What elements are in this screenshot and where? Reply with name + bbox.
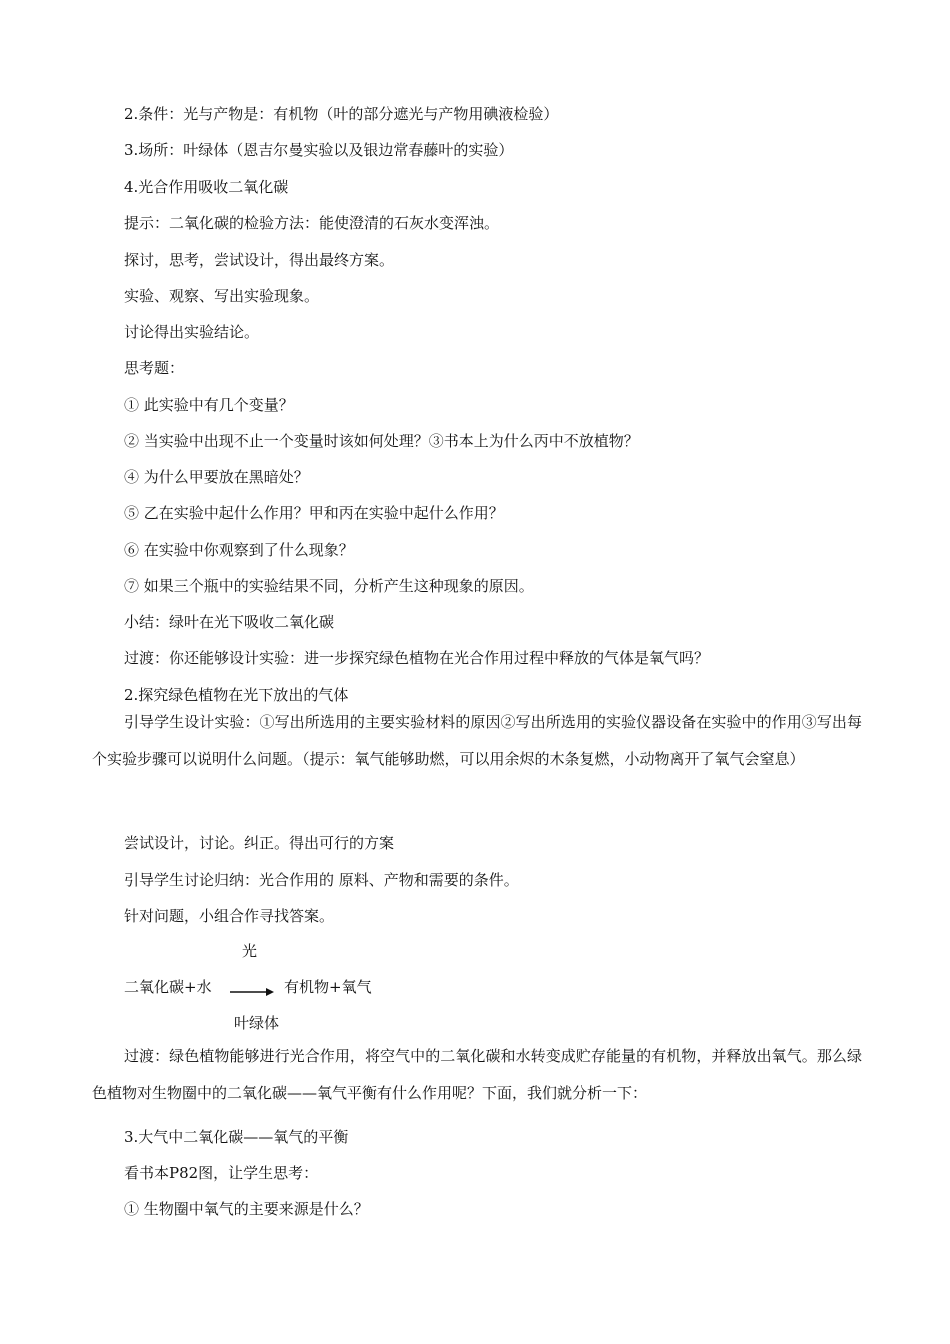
question-item-4: ④ 为什么甲要放在黑暗处？ — [124, 468, 309, 486]
text-line-hint: 提示：二氧化碳的检验方法：能使澄清的石灰水变浑浊。 — [124, 214, 500, 232]
text-line-location: 3.场所：叶绿体（恩吉尔曼实验以及银边常春藤叶的实验） — [124, 141, 514, 159]
question-item-5: ⑤ 乙在实验中起什么作用？甲和丙在实验中起什么作用？ — [124, 504, 504, 522]
paragraph-guide-design: 引导学生设计实验：①写出所选用的主要实验材料的原因②写出所选用的实验仪器设备在实验中的作用③写出每个实验步骤可以说明什么问题。（提示：氧气能够助燃，可以用余烬的木条复燃，小动物离开了氧气会窒息） — [92, 713, 862, 768]
text-line-conclusion: 讨论得出实验结论。 — [124, 323, 260, 341]
text-line-group-work: 针对问题，小组合作寻找答案。 — [124, 907, 335, 925]
text-line-questions-heading: 思考题： — [124, 359, 185, 377]
text-line-discuss: 探讨，思考，尝试设计，得出最终方案。 — [124, 251, 395, 269]
text-line-balance-heading: 3.大气中二氧化碳——氧气的平衡 — [124, 1128, 349, 1146]
text-line-transition: 过渡：你还能够设计实验：进一步探究绿色植物在光合作用过程中释放的气体是氧气吗？ — [124, 649, 710, 667]
text-line-condition: 2.条件：光与产物是：有机物（叶的部分遮光与产物用碘液检验） — [124, 105, 559, 123]
question-item-oxygen-source: ① 生物圈中氧气的主要来源是什么？ — [124, 1200, 369, 1218]
text-line-oxygen-heading: 2.探究绿色植物在光下放出的气体 — [124, 686, 349, 704]
text-line-experiment: 实验、观察、写出实验现象。 — [124, 287, 320, 305]
question-item-2: ② 当实验中出现不止一个变量时该如何处理？③书本上为什么丙中不放植物？ — [124, 432, 639, 450]
text-line-summarize: 引导学生讨论归纳：光合作用的 原料、产物和需要的条件。 — [124, 871, 519, 889]
text-line-try-design: 尝试设计，讨论。纠正。得出可行的方案 — [124, 834, 395, 852]
text-line-co2-heading: 4.光合作用吸收二氧化碳 — [124, 178, 289, 196]
equation-products: 有机物+氧气 — [284, 978, 372, 996]
question-item-1: ① 此实验中有几个变量？ — [124, 396, 294, 414]
text-line-see-figure: 看书本P82图，让学生思考： — [124, 1164, 319, 1182]
equation-condition-light: 光 — [242, 942, 258, 960]
equation-condition-chloroplast: 叶绿体 — [234, 1014, 280, 1032]
equation-reactants: 二氧化碳+水 — [124, 978, 212, 996]
paragraph-transition-balance: 过渡：绿色植物能够进行光合作用，将空气中的二氧化碳和水转变成贮存能量的有机物，并释放出氧气。那么绿色植物对生物圈中的二氧化碳——氧气平衡有什么作用呢？下面，我们就分析一下： — [92, 1047, 862, 1102]
question-item-6: ⑥ 在实验中你观察到了什么现象？ — [124, 541, 354, 559]
text-line-summary: 小结：绿叶在光下吸收二氧化碳 — [124, 613, 335, 631]
question-item-7: ⑦ 如果三个瓶中的实验结果不同，分析产生这种现象的原因。 — [124, 577, 534, 595]
reaction-arrow-icon — [230, 986, 274, 998]
